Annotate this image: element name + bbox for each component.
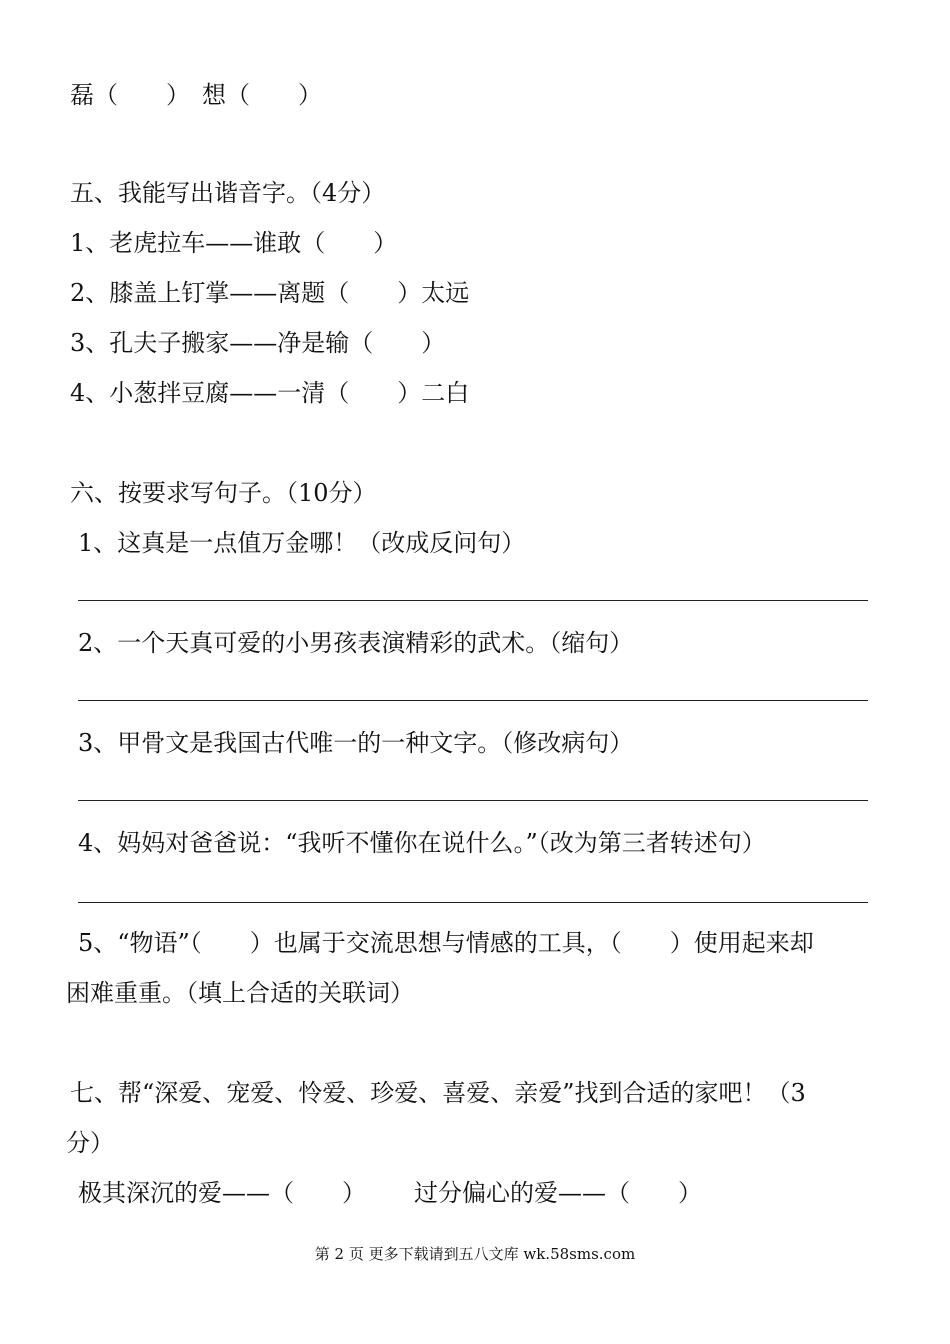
section-6-title: 六、按要求写句子。（10分） [70, 479, 377, 507]
section-6-question-5-continued: 困难重重。（填上合适的关联词） [66, 979, 414, 1007]
answer-line-1[interactable] [78, 600, 868, 601]
section-5-question-3: 3、孔夫子搬家——净是输（ ） [70, 329, 446, 357]
section-6-question-4: 4、妈妈对爸爸说：“我听不懂你在说什么。”（改为第三者转述句） [78, 829, 766, 857]
answer-line-2[interactable] [78, 700, 868, 701]
answer-line-4[interactable] [78, 902, 868, 903]
section-6-question-5: 5、“物语”（ ）也属于交流思想与情感的工具，（ ）使用起来却 [78, 929, 814, 957]
section-6-question-3: 3、甲骨文是我国古代唯一的一种文字。（修改病句） [78, 729, 634, 757]
section-7-item-2: 过分偏心的爱——（ ） [414, 1179, 702, 1207]
section-5-question-1: 1、老虎拉车——谁敢（ ） [70, 229, 398, 257]
section-5-question-4: 4、小葱拌豆腐——一清（ ）二白 [70, 379, 470, 407]
section-6-question-1: 1、这真是一点值万金哪！（改成反问句） [78, 529, 526, 557]
section-7-title: 七、帮“深爱、宠爱、怜爱、珍爱、喜爱、亲爱”找到合适的家吧！（3 [70, 1079, 806, 1107]
line-chars-fill: 磊（ ） 想（ ） [70, 81, 322, 109]
section-5-title: 五、我能写出谐音字。（4分） [70, 179, 386, 207]
page-footer: 第 2 页 更多下载请到五八文库 wk.58sms.com [314, 1245, 636, 1263]
section-7-title-continued: 分） [66, 1129, 114, 1157]
section-6-question-2: 2、一个天真可爱的小男孩表演精彩的武术。（缩句） [78, 629, 634, 657]
section-7-item-1: 极其深沉的爱——（ ） [78, 1179, 366, 1207]
answer-line-3[interactable] [78, 800, 868, 801]
section-5-question-2: 2、膝盖上钉掌——离题（ ）太远 [70, 279, 470, 307]
